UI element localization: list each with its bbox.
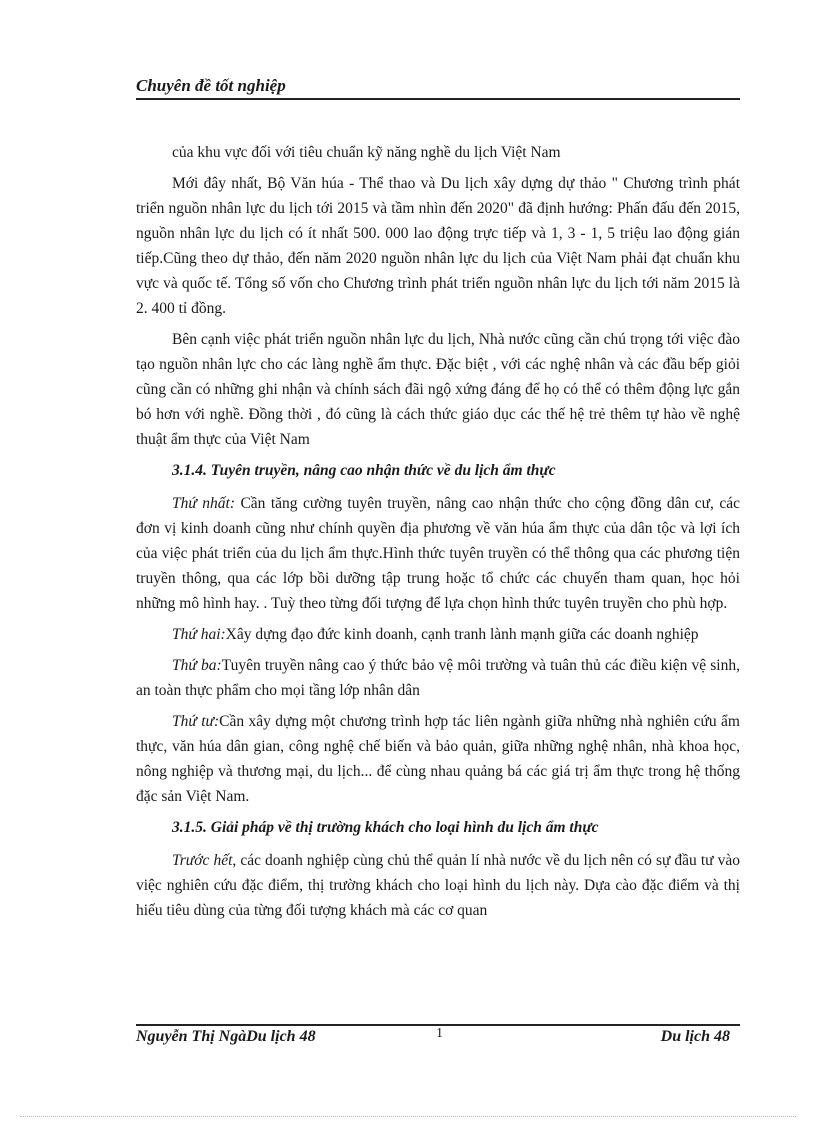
paragraph-text: , các doanh nghiệp cùng chủ thể quản lí nhà nước về du lịch nên có sự đầu tư vào việc nghiên cứu đặc điểm, thị trường khách cho loại hình du lịch này. Dựa cào đặc điểm và thị hiếu tiêu dùng của từng đối tượng khách mà các cơ quan — [136, 852, 740, 919]
paragraph-lead: Trước hết — [172, 852, 233, 869]
paragraph-text: Cần xây dựng một chương trình hợp tác liên ngành giữa những nhà nghiên cứu ẩm thực, văn húa dân gian, công nghệ chế biến và bảo quản, giữa những nghệ nhân, nhà khoa học, nông nghiệp và thương mại, du lịch... để cùng nhau quảng bá các giá trị ẩm thực trong hệ thống đặc sản Việt Nam. — [136, 713, 740, 805]
paragraph-lead: Thứ hai: — [172, 626, 226, 643]
section-heading: 3.1.4. Tuyên truyền, nâng cao nhận thức về du lịch ẩm thực — [172, 462, 556, 479]
page-number: 1 — [436, 1026, 443, 1041]
paragraph-text: Xây dựng đạo đức kinh doanh, cạnh tranh lành mạnh giữa các doanh nghiệp — [225, 626, 699, 643]
paragraph-lead: Thứ ba: — [172, 657, 222, 674]
paragraph-text: Cần tăng cường tuyên truyền, nâng cao nhận thức cho cộng đồng dân cư, các đơn vị kinh doanh cũng như chính quyền địa phương về văn húa ẩm thực của dân tộc và lợi ích của việc phát triển của du lịch ẩm thực.Hình thức tuyên truyền có thể thông qua các phương tiện truyền thông, qua các lớp bồi dưỡng tập trung hoặc tổ chức các chuyến tham quan, học hỏi những mô hình hay. . Tuỳ theo từng đối tượng để lựa chọn hình thức tuyên truyền cho phù hợp. — [136, 495, 740, 612]
paragraph-lead: Thứ tư: — [172, 713, 220, 730]
paragraph: của khu vực đối với tiêu chuẩn kỹ năng nghề du lịch Việt Nam — [172, 144, 561, 161]
footer-course: Du lịch 48 — [660, 1028, 730, 1045]
paragraph-text: Tuyên truyền nâng cao ý thức bảo vệ môi trường và tuân thủ các điều kiện vệ sinh, an toàn thực phẩm cho mọi tầng lớp nhân dân — [136, 657, 740, 699]
footer-author: Nguyễn Thị NgàDu lịch 48 — [136, 1028, 316, 1045]
page-edge-divider — [20, 1116, 796, 1117]
paragraph — [136, 709, 740, 809]
document-body — [136, 140, 740, 929]
page-header — [136, 76, 740, 100]
paragraph — [136, 491, 740, 616]
paragraph-lead: Thứ nhất: — [172, 495, 235, 512]
paragraph: Mới đây nhất, Bộ Văn húa - Thể thao và Du lịch xây dựng dự thảo " Chương trình phát triển nguồn nhân lực du lịch tới 2015 và tầm nhìn đến 2020" đã định hướng: Phấn đấu đến 2015, nguồn nhân lực du lịch có ít nhất 500. 000 lao động trực tiếp và 1, 3 - 1, 5 triệu lao động gián tiếp.Cũng theo dự thảo, đến năm 2020 nguồn nhân lực du lịch của Việt Nam phải đạt chuẩn khu vực và quốc tế. Tổng số vốn cho Chương trình phát triển nguồn nhân lực du lịch tới năm 2015 là 2. 400 tỉ đồng. — [136, 175, 740, 317]
paragraph — [136, 622, 740, 647]
section-heading: 3.1.5. Giải pháp về thị trường khách cho loại hình du lịch ẩm thực — [172, 819, 599, 836]
header-title: Chuyên đề tốt nghiệp — [136, 76, 286, 95]
paragraph: Bên cạnh việc phát triển nguồn nhân lực du lịch, Nhà nước cũng cần chú trọng tới việc đào tạo nguồn nhân lực cho các làng nghề ẩm thực. Đặc biệt , với các nghệ nhân và các đầu bếp giỏi cũng cần có những ghi nhận và chính sách đãi ngộ xứng đáng để họ có thể có thêm động lực gắn bó hơn với nghề. Đồng thời , đó cũng là cách thức giáo dục các thế hệ trẻ thêm tự hào về nghệ thuật ẩm thực của Việt Nam — [136, 331, 740, 448]
paragraph — [136, 848, 740, 923]
paragraph — [136, 653, 740, 703]
